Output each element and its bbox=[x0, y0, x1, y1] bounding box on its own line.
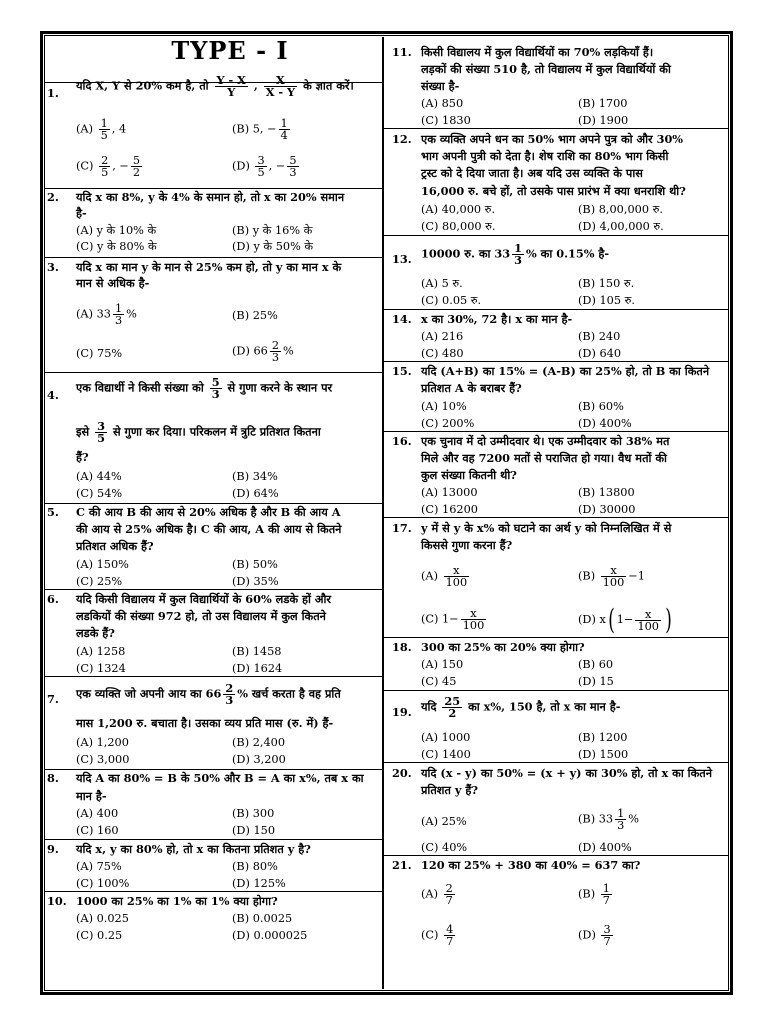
option-b[interactable]: (B) 60 bbox=[578, 658, 614, 671]
option-a[interactable]: (A) 1258 bbox=[76, 645, 126, 658]
option-d[interactable]: (D) 1500 bbox=[578, 748, 629, 761]
page-title: TYPE - I bbox=[171, 36, 289, 65]
option-c[interactable]: (C) 45 bbox=[421, 675, 457, 688]
option-b[interactable]: (B) 34% bbox=[232, 470, 278, 483]
fraction: $\frac{X}{X - Y}$ bbox=[265, 73, 296, 99]
option-c[interactable]: (C) 480 bbox=[421, 347, 464, 360]
option-b[interactable]: (B) 25% bbox=[232, 309, 278, 322]
option-d[interactable]: (D) 400% bbox=[578, 841, 632, 854]
option-d[interactable]: (D) 1900 bbox=[578, 114, 629, 127]
option-a[interactable]: (A) 216 bbox=[421, 330, 464, 343]
separator bbox=[44, 839, 382, 840]
option-b[interactable]: (B) 60% bbox=[578, 400, 624, 413]
option-d[interactable]: (D) $\frac{3}{7}$ bbox=[578, 923, 611, 948]
option-c[interactable]: (C) $\frac{4}{7}$ bbox=[421, 923, 454, 948]
option-d[interactable]: (D) 105 रु. bbox=[578, 294, 635, 307]
option-d[interactable]: (D) 150 bbox=[232, 824, 276, 837]
option-d[interactable]: (D) $\frac{3}{5}$ , − $\frac{5}{3}$ bbox=[232, 154, 297, 179]
option-b[interactable]: (B) y के 16% के bbox=[232, 224, 313, 237]
option-c[interactable]: (C) 100% bbox=[76, 877, 130, 890]
option-d[interactable]: (D) 15 bbox=[578, 675, 614, 688]
separator bbox=[44, 372, 382, 373]
option-c[interactable]: (C) 75% bbox=[76, 347, 123, 360]
option-a[interactable]: (A) 10% bbox=[421, 400, 467, 413]
option-d[interactable]: (D) 66 $\frac{2}{3}$ % bbox=[232, 339, 294, 364]
option-b[interactable]: (B) 50% bbox=[232, 558, 278, 571]
option-b[interactable]: (B) 33 $\frac{1}{3}$ % bbox=[578, 807, 640, 832]
column-divider bbox=[382, 37, 384, 989]
option-a[interactable]: (A) 33 $\frac{1}{3}$ % bbox=[76, 302, 137, 327]
option-d[interactable]: (D) 125% bbox=[232, 877, 286, 890]
option-c[interactable]: (C) $\frac{2}{5}$ , − $\frac{5}{2}$ bbox=[76, 154, 141, 179]
option-a[interactable]: (A) 75% bbox=[76, 860, 122, 873]
option-a[interactable]: (A) 1000 bbox=[421, 731, 471, 744]
option-b[interactable]: (B) 300 bbox=[232, 807, 275, 820]
option-b[interactable]: (B) $\frac{x}{100}$ −1 bbox=[578, 564, 645, 589]
separator bbox=[384, 309, 729, 310]
option-b[interactable]: (B) 13800 bbox=[578, 486, 635, 499]
option-d[interactable]: (D) 400% bbox=[578, 417, 632, 430]
option-b[interactable]: (B) 80% bbox=[232, 860, 278, 873]
separator bbox=[384, 235, 729, 236]
option-b[interactable]: (B) 5, − $\frac{1}{4}$ bbox=[232, 117, 288, 142]
option-c[interactable]: (C) 1400 bbox=[421, 748, 471, 761]
separator bbox=[44, 188, 382, 189]
option-a[interactable]: (A) $\frac{1}{5}$ , 4 bbox=[76, 117, 127, 142]
separator bbox=[384, 855, 729, 856]
separator bbox=[384, 637, 729, 638]
option-a[interactable]: (A) 44% bbox=[76, 470, 122, 483]
option-d[interactable]: (D) x( 1− $\frac{x}{100}$ ) bbox=[578, 603, 672, 636]
option-c[interactable]: (C) 1− $\frac{x}{100}$ bbox=[421, 607, 485, 632]
option-c[interactable]: (C) 200% bbox=[421, 417, 475, 430]
option-b[interactable]: (B) 240 bbox=[578, 330, 621, 343]
separator bbox=[384, 431, 729, 432]
option-d[interactable]: (D) 640 bbox=[578, 347, 622, 360]
separator bbox=[44, 891, 382, 892]
option-c[interactable]: (C) 1830 bbox=[421, 114, 471, 127]
option-d[interactable]: (D) 0.000025 bbox=[232, 929, 308, 942]
option-b[interactable]: (B) 150 रु. bbox=[578, 277, 635, 290]
option-a[interactable]: (A) 1,200 bbox=[76, 736, 129, 749]
option-a[interactable]: (A) $\frac{x}{100}$ bbox=[421, 564, 468, 589]
option-a[interactable]: (A) 40,000 रु. bbox=[421, 203, 496, 216]
option-b[interactable]: (B) 0.0025 bbox=[232, 912, 293, 925]
option-c[interactable]: (C) 1324 bbox=[76, 662, 126, 675]
option-d[interactable]: (D) 35% bbox=[232, 575, 279, 588]
option-d[interactable]: (D) 3,200 bbox=[232, 753, 286, 766]
option-a[interactable]: (A) 150 bbox=[421, 658, 464, 671]
separator bbox=[44, 589, 382, 590]
option-b[interactable]: (B) 2,400 bbox=[232, 736, 286, 749]
option-c[interactable]: (C) y के 80% के bbox=[76, 240, 157, 253]
option-a[interactable]: (A) 25% bbox=[421, 815, 467, 828]
option-b[interactable]: (B) 1200 bbox=[578, 731, 628, 744]
fraction: $\frac{Y - X}{Y}$ bbox=[216, 73, 246, 99]
option-a[interactable]: (A) 13000 bbox=[421, 486, 478, 499]
option-b[interactable]: (B) $\frac{1}{7}$ bbox=[578, 882, 610, 907]
separator bbox=[384, 762, 729, 763]
worksheet-page: TYPE - I 1. यदि X, Y से 20% कम है, तो $\frac{Y - X}{Y}$ , $\frac{X}{X - Y}$ के ज्ञात करें। (A) $\frac{1}{5}$ , 4 (B) 5, − $\frac{1}{4}$ (C) $\frac{2}{5}$ , − $\frac{5}{2}$ (D) $\frac{3}{5}$ , − $\frac{5}{3}$ 2. यदि x का 8%, y के 4% के समान हो, तो x का 20% समान है- (A) y के 10% के (B) y के 16% के (C) y के 80% के (D) y के 50% के 3. यदि x का मान y के मान से 25% कम हो, तो y का मान x के मान से अधिक है- (A) 33 $\frac{1}{3}$ % (B) 25% (C) 75% (D) 66 $\frac{2}{3}$ % 4. एक विद्यार्थी ने किसी संख्या को $\frac{5}{3}$ से गुणा करने के स्थान पर इसे $\frac{3}{5}$ से गुणा कर दिया। परिकलन में त्रुटि प्रतिशत कितना हैं? (A) 44% (B) 34% (C) 54% (D) 64% 5. C की आय B की आय से 20% अधिक है और B की आय A की आय से 25% अधिक है। C की आय, A की आय से कितने प्रतिशत अधिक हैं? (A) 150% (B) 50% (C) 25% (D) 35% 6. यदि किसी विद्यालय में कुल विद्यार्थियों के 60% लडके हों और लडकियों की संख्या 972 हो, तो उस विद्यालय में कुल कितने लडके हैं? (A) 1258 (B) 1458 (C) 1324 (D) 1624 7. एक व्यक्ति जो अपनी आय का 66 $\frac{2}{3}$ % खर्च करता है वह प्रति मास 1,200 रु. बचाता है। उसका व्यय प्रति मास (रु. में) हैं- (A) 1,200 (B) 2,400 (C) 3,000 (D) 3,200 8. यदि A का 80% = B के 50% और B = A का x%, तब x का मान है- (A) 400 (B) 300 (C) 160 (D) 150 9. यदि x, y का 80% हो, तो x का कितना प्रतिशत y है? (A) 75% (B) 80% (C) 100% (D) 125% 10. 1000 का 25% का 1% का 1% क्या होगा? (A) 0.025 (B) 0.0025 (C) 0.25 (D) 0.000025 11. किसी विद्यालय में कुल विद्यार्थियों का 70% लड़कियाँ हैं। लड़कों की संख्या 510 है, तो विद्यालय में कुल विद्यार्थियों की संख्या है- (A) 850 (B) 1700 (C) 1830 (D) 1900 12. एक व्यक्ति अपने धन का 50% भाग अपने पुत्र को और 30% भाग अपनी पुत्री को देता है। शेष राशि का 80% भाग किसी ट्रस्ट को दे दिया जाता है। अब यदि उस व्यक्ति के पास 16,000 रु. बचे हों, तो उसके पास प्रारंभ में क्या धनराशि थी? (A) 40,000 रु. (B) 8,00,000 रु. (C) 80,000 रु. (D) 4,00,000 रु. 13. 10000 रु. का 33 $\frac{1}{3}$ % का 0.15% है- (A) 5 रु. (B) 150 रु. (C) 0.05 रु. (D) 105 रु. 14. x का 30%, 72 है। x का मान है- (A) 216 (B) 240 (C) 480 (D) 640 15. यदि (A+B) का 15% = (A-B) का 25% हो, तो B का कितने प्रतिशत A के बराबर हैं? (A) 10% (B) 60% (C) 200% (D) 400% 16. एक चुनाव में दो उम्मीदवार थे। एक उम्मीदवार को 38% मत मिले और वह 7200 मतों से पराजित हो गया। वैध मतों की कुल संख्या कितनी थी? (A) 13000 (B) 13800 (C) 16200 (D) 30000 17. y में से y के x% को घटाने का अर्थ y को निम्नलिखित में से किससे गुणा करना हैं? (A) $\frac{x}{100}$ (B) $\frac{x}{100}$ −1 (C) 1− $\frac{x}{100}$ (D) x( 1− $\frac{x}{100}$ ) 18. 300 का 25% का 20% क्या होगा? (A) 150 (B) 60 (C) 45 (D) 15 19. यदि $\frac{25}{2}$ का x%, 150 है, तो x का मान है- (A) 1000 (B) 1200 (C) 1400 (D) 1500 20. यदि (x - y) का 50% = (x + y) का 30% हो, तो x का कितने प्रतिशत y हैं? (A) 25% (B) 33 $\frac{1}{3}$ % (C) 40% (D) 400% 21. 120 का 25% + 380 का 40% = 637 का? (A) $\frac{2}{7}$ (B) $\frac{1}{7}$ (C) $\frac{4}{7}$ (D) $\frac{3}{7}$ bbox=[0, 0, 768, 1024]
separator bbox=[384, 517, 729, 518]
option-d[interactable]: (D) 4,00,000 रु. bbox=[578, 220, 664, 233]
option-c[interactable]: (C) 25% bbox=[76, 575, 123, 588]
separator bbox=[384, 361, 729, 362]
option-a[interactable]: (A) 5 रु. bbox=[421, 277, 463, 290]
option-c[interactable]: (C) 0.25 bbox=[76, 929, 123, 942]
option-c[interactable]: (C) 40% bbox=[421, 841, 468, 854]
separator bbox=[384, 690, 729, 691]
option-b[interactable]: (B) 1458 bbox=[232, 645, 282, 658]
option-d[interactable]: (D) 1624 bbox=[232, 662, 283, 675]
option-b[interactable]: (B) 1700 bbox=[578, 97, 628, 110]
separator bbox=[44, 676, 382, 677]
option-a[interactable]: (A) $\frac{2}{7}$ bbox=[421, 882, 453, 907]
separator bbox=[44, 257, 382, 258]
option-b[interactable]: (B) 8,00,000 रु. bbox=[578, 203, 663, 216]
option-a[interactable]: (A) 0.025 bbox=[76, 912, 129, 925]
option-c[interactable]: (C) 3,000 bbox=[76, 753, 130, 766]
option-a[interactable]: (A) 150% bbox=[76, 558, 129, 571]
option-d[interactable]: (D) 30000 bbox=[578, 503, 636, 516]
option-c[interactable]: (C) 0.05 रु. bbox=[421, 294, 482, 307]
option-a[interactable]: (A) y के 10% के bbox=[76, 224, 157, 237]
option-d[interactable]: (D) 64% bbox=[232, 487, 279, 500]
option-d[interactable]: (D) y के 50% के bbox=[232, 240, 314, 253]
option-a[interactable]: (A) 850 bbox=[421, 97, 464, 110]
option-a[interactable]: (A) 400 bbox=[76, 807, 119, 820]
separator bbox=[384, 128, 729, 129]
option-c[interactable]: (C) 54% bbox=[76, 487, 123, 500]
option-c[interactable]: (C) 80,000 रु. bbox=[421, 220, 496, 233]
option-c[interactable]: (C) 16200 bbox=[421, 503, 478, 516]
option-c[interactable]: (C) 160 bbox=[76, 824, 119, 837]
separator bbox=[44, 769, 382, 770]
separator bbox=[44, 503, 382, 504]
